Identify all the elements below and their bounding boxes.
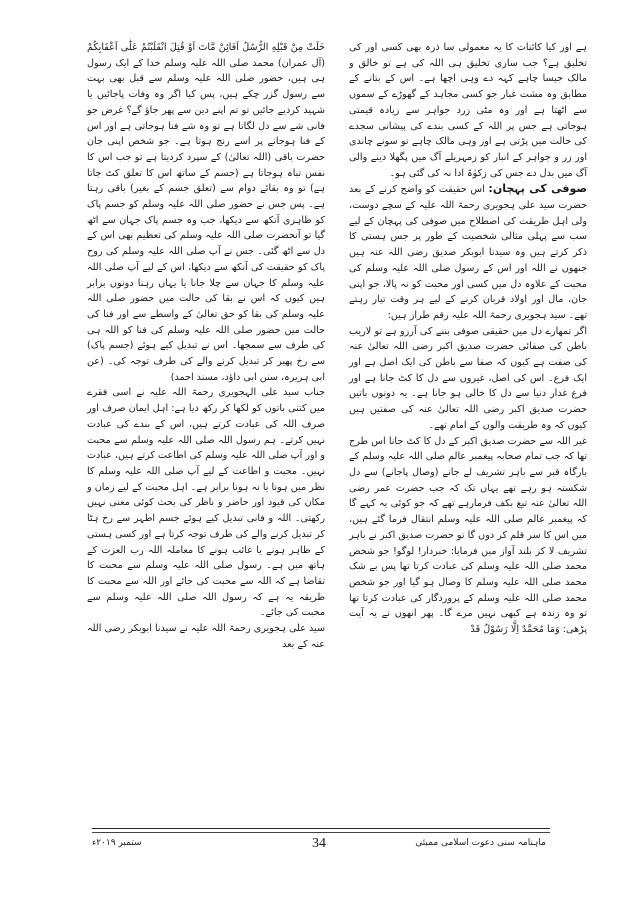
- paragraph: خَلَتْ مِنْ قَبْلِهِ الرُّسُلُ اَفَائِنْ مَّاتَ اَوْ قُتِلَ انْقَلَبْتُمْ عَلٰٓى اَعْقَابِكُمْ (آل عمران) محمد صلی اللہ علیہ وسلم خدا کے ایک رسول ہی ہیں، حضور صلی اللہ علیہ وسلم سے قبل بھی بہت سے رسول گزر چکے ہیں، پس کیا اگر وہ وفات پاجائیں یا شہید کردیے جائیں تو تم اپنے دین سے پھر جاؤ گے؟ غرض جو فانی شے سے دل لگاتا ہے تو وہ شے فنا ہوجاتی ہے اور اس کے فنا ہوجانے پر اسے رنج ہوتا ہے۔ جو شخص اپنی جان حضرت باقی (اللہ تعالیٰ) کے سپرد کردیتا ہے تو جب اس کا نفس تباہ ہوجاتا ہے (جسم کے ساتھ اس کا تعلق کٹ جاتا ہے) تو وہ بقائے دوام سے (تعلق جسم کے بغیر) باقی رہتا ہے۔ پس جس نے حضور صلی اللہ علیہ وسلم کو جسم پاک کو ظاہری آنکھ سے دیکھا، جب وہ جسم پاک جہان سے اٹھ گیا تو آنحضرت صلی اللہ علیہ وسلم کی تعظیم بھی اس کے دل سے اٹھ گئی۔ جس نے آپ صلی اللہ علیہ وسلم کی روح پاک کو حقیقت کی آنکھ سے دیکھا، اس کے لیے آپ صلی اللہ علیہ وسلم کا جہان سے چلا جانا یا یہاں رہنا دونوں برابر ہیں کیوں کہ اس نے بقا کی حالت میں حضور صلی اللہ علیہ وسلم کی بقا کو حق تعالیٰ کے واسطے سے اور فنا کی حالت میں حضور صلی اللہ علیہ وسلم کی فنا کو اللہ ہی کی طرف سے سمجھا۔ اس نے تبدیل کیے ہوئے (جسم پاک) سے رخ پھیر کر تبدیل کرنے والے کی طرف توجہ کی۔ (عن ابی ہریرہ، سنن ابی داؤد، مسند احمد): [87, 42, 325, 383]
- issue-date: ستمبر ۲۰۱۹ء: [92, 838, 142, 848]
- paragraph: اگر تمھارے دل میں حقیقی صوفی بننے کی آرزو ہے تو لاریب باطن کی صفائی حضرت صدیق اکبر رضی اللہ تعالیٰ عنہ کی صفت ہے کیوں کہ صفا سے باطن کی ایک اصل ہے اور ایک فرع۔ اس کی اصل، غیروں سے دل کا کٹ جانا ہے اور فرع غدار دنیا سے دل کا خالی ہو جانا ہے۔ یہ دونوں باتیں حضرت صدیق اکبر رضی اللہ تعالیٰ عنہ کی صفتیں ہیں کیوں کہ وہ طریقت والوں کے امام تھے۔: [349, 325, 587, 431]
- section-heading: صوفی کی پہچان:: [488, 182, 588, 196]
- paragraph: [349, 181, 587, 323]
- paragraph: جناب سید علی الہجویری رحمۃ اللہ علیہ نے اسی فقرے میں کتنی باتوں کو لکھا کر رکھ دیا ہے: اہل ایمان صرف اور صرف اللہ کی عبادت کرتے ہیں، اس کے بندے کی عبادت نہیں کرتے۔ ہم رسول اللہ صلی اللہ علیہ وسلم سے محبت و اور آپ صلی اللہ علیہ وسلم کی اطاعت کرتے ہیں، عبادت نہیں۔ محبت و اطاعت کے لیے آپ صلی اللہ علیہ وسلم کا نظر میں ہونا یا نہ ہونا برابر ہے۔ اہل محبت کے لیے زمان و مکان کی قیود اور حاضر و ناظر کی بحث کوئی معنی نہیں رکھتی۔ اللہ و فانی تبدیل کیے ہوئے جسم اطہر سے رخ ہٹا کر تبدیل کرنے والے کی طرف توجہ کرتا ہے اور کسی ہستی کے ظاہر ہونے یا غائب ہونے کا معاملہ اللہ رب العزت کے ہاتھ میں ہے۔ رسول صلی اللہ علیہ وسلم سے محبت کا تقاضا ہے کہ اللہ سے محبت کی جائے اور اللہ سے محبت کا طریقہ یہ ہے کہ رسول اللہ صلی اللہ علیہ وسلم سے محبت کی جائے۔: [86, 387, 325, 619]
- paragraph: ہے اور کیا کائنات کا یہ معمولی سا ذرہ بھی کسی اور کی تخلیق ہے؟ جب ساری تخلیق ہی اللہ کی ہے تو خالق و مالک جیسا چاہے کہہ دے وہی اچھا ہے۔ اس کے بتانے کے مطابق وہ مشت غبار جو کسی مجاہد کے گھوڑے کے سموں سے اٹھتا ہے اور وہ مٹی زرد جواہر سے زیادہ قیمتی ہوجاتی ہے جس پر اللہ کے کسی بندے کی پیشانی سجدے کی حالت میں پڑتی ہے اور وہی مالک چاہے تو سونے چاندی اور زر و جواہر کے انبار کو زمہریلے آگ میں پگھلا دینے والی آگ میں بدل دے جس کی زکوٰۃ ادا نہ کی گئی ہو۔: [349, 42, 587, 179]
- left-text-column: [87, 40, 325, 652]
- footer-divider-thin: [92, 832, 550, 833]
- page-number: 34: [312, 836, 326, 851]
- magazine-name: ماہنامہ سنی دعوت اسلامی ممبئی: [415, 838, 546, 848]
- paragraph: سید علی ہجویری رحمۃ اللہ علیہ نے سیدنا ابوبکر رضی اللہ عنہ کے بعد: [87, 623, 325, 650]
- footer-divider: [92, 828, 550, 829]
- paragraph: غیر اللہ سے حضرت صدیق اکبر کے دل کا کٹ جانا اس طرح تھا کہ جب تمام صحابہ پیغمبر عالم صلی اللہ علیہ وسلم کے بارگاہ قبر سے باہر تشریف لے جانے (وصال پاجانے) سے دل شکستہ ہو رہے تھے یہاں تک کہ جب حضرت عمر رضی اللہ تعالیٰ عنہ تیغ بکف فرمارہے تھے کہ جو کوئی یہ کہے گا کہ پیغمبر عالم صلی اللہ علیہ وسلم انتقال فرما گئے ہیں، میں اس کا سر قلم کر دوں گا تو حضرت صدیق اکبر نے باہر تشریف لا کر بلند آواز میں فرمایا: خبردار! لوگو! جو شخص محمد صلی اللہ علیہ وسلم کی عبادت کرتا تھا پس بے شک محمد صلی اللہ علیہ وسلم کا وصال ہو گیا اور جو شخص محمد صلی اللہ علیہ وسلم کے پروردگار کی عبادت کرتا تھا تو وہ زندہ ہے کبھی نہیں مرے گا۔ پھر انھوں نے یہ آیت پڑھی: وَمَا مُحَمَّدٌ اِلَّا رَسُوْلٌ قَدْ: [349, 435, 587, 636]
- paragraph-text: اس حقیقت کو واضح کرنے کے بعد حضرت سید علی ہجویری رحمۃ اللہ علیہ کے سچے دوست، ولی اہل طریقت کی اصطلاح میں صوفی کی پہچان کے لیے سب سے پہلی مثالی شخصیت کے طور پر جس ہستی کا ذکر کرتے ہیں وہ سیدنا ابوبکر صدیق رضی اللہ عنہ ہیں جنھوں نے اللہ اور اس کے رسول صلی اللہ علیہ وسلم کی محبت کے علاوہ دل میں کسی اور محبت کو نہ پالا، جو اپنی جان، مال اور اولاد قربان کرنے کے لیے ہر وقت تیار رہتے تھے۔ سید ہجویری رحمۃ اللہ علیہ رقم طراز ہیں:: [349, 184, 587, 321]
- right-text-column: [349, 40, 587, 638]
